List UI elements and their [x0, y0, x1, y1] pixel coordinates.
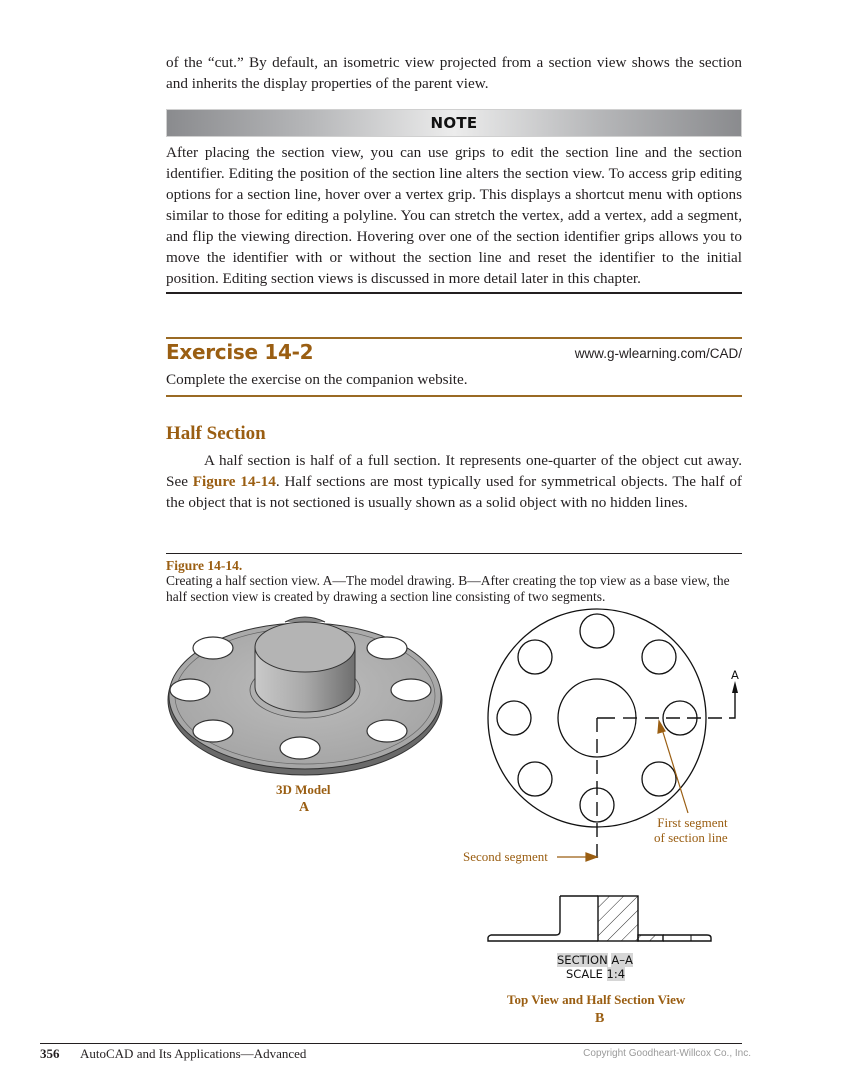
exercise-url-link[interactable]: www.g-wlearning.com/CAD/: [574, 346, 742, 361]
section-label-word: SECTION: [557, 953, 608, 967]
scale-value: 1:4: [606, 967, 626, 981]
section-label: [557, 953, 633, 967]
callout-first-line-1: First segment: [657, 815, 728, 830]
footer-rule: [40, 1043, 742, 1044]
callout-second-segment: Second segment: [463, 849, 548, 864]
exercise-top-rule: [166, 337, 742, 339]
section-label-id: A–A: [611, 953, 633, 967]
view-direction-arrow-icon: [732, 681, 738, 693]
part-a-title: 3D Model: [276, 782, 331, 797]
callout-first-segment: [654, 815, 728, 845]
copyright: Copyright Goodheart-Willcox Co., Inc.: [583, 1048, 751, 1059]
figure-label: Figure 14-14.: [166, 558, 243, 573]
page-number: 356: [40, 1046, 60, 1061]
part-a-letter: A: [299, 800, 310, 815]
3d-model-image: [165, 612, 450, 777]
figure-top-rule: [166, 553, 742, 554]
figure-caption: Creating a half section view. A—The model drawing. B—After creating the top view as a base view, the half section view is created by drawing a section line consisting of two segments.: [166, 573, 730, 604]
scale-label: [566, 967, 625, 981]
exercise-title: Exercise 14-2: [166, 340, 314, 364]
half-section-view-drawing: [485, 893, 715, 945]
section-heading-half-section: Half Section: [166, 423, 266, 444]
book-title: AutoCAD and Its Applications—Advanced: [80, 1046, 307, 1061]
figure-reference-link[interactable]: Figure 14-14: [192, 473, 276, 490]
scale-label-word: SCALE: [566, 967, 603, 981]
section-marker-label: A: [731, 668, 739, 682]
exercise-text: Complete the exercise on the companion website.: [166, 371, 468, 388]
intro-paragraph: of the “cut.” By default, an isometric view projected from a section view shows the section and inherits the display properties of the parent view.: [166, 54, 742, 92]
half-section-paragraph: [166, 450, 742, 513]
half-section-text-1: A half section is half of a full section. It represents one-quarter of the object cut away. See: [166, 452, 742, 490]
note-end-rule: [166, 292, 742, 294]
note-body: After placing the section view, you can use grips to edit the section line and the section identifier. Editing the position of the section line alters the section view. To access grip editing options for a section line, hover over a vertex grip. This displays a shortcut menu with options similar to those for editing a polyline. You can stretch the vertex, add a vertex, add a segment, and flip the viewing direction. Hovering over one of the section identifier grips allows you to move the identifier with or without the section line and reset the identifier to the initial position. Editing section views is discussed in more detail later in this chapter.: [166, 144, 742, 287]
exercise-bottom-rule: [166, 395, 742, 397]
note-banner: [166, 109, 742, 137]
part-b-title: Top View and Half Section View: [507, 992, 686, 1007]
note-title: NOTE: [430, 114, 478, 132]
part-b-letter: B: [595, 1011, 605, 1026]
half-section-text-2: . Half sections are most typically used for symmetrical objects. The half of the object that is not sectioned is usually shown as a solid object with no hidden lines.: [166, 473, 742, 511]
callout-first-line-2: of section line: [654, 830, 728, 845]
